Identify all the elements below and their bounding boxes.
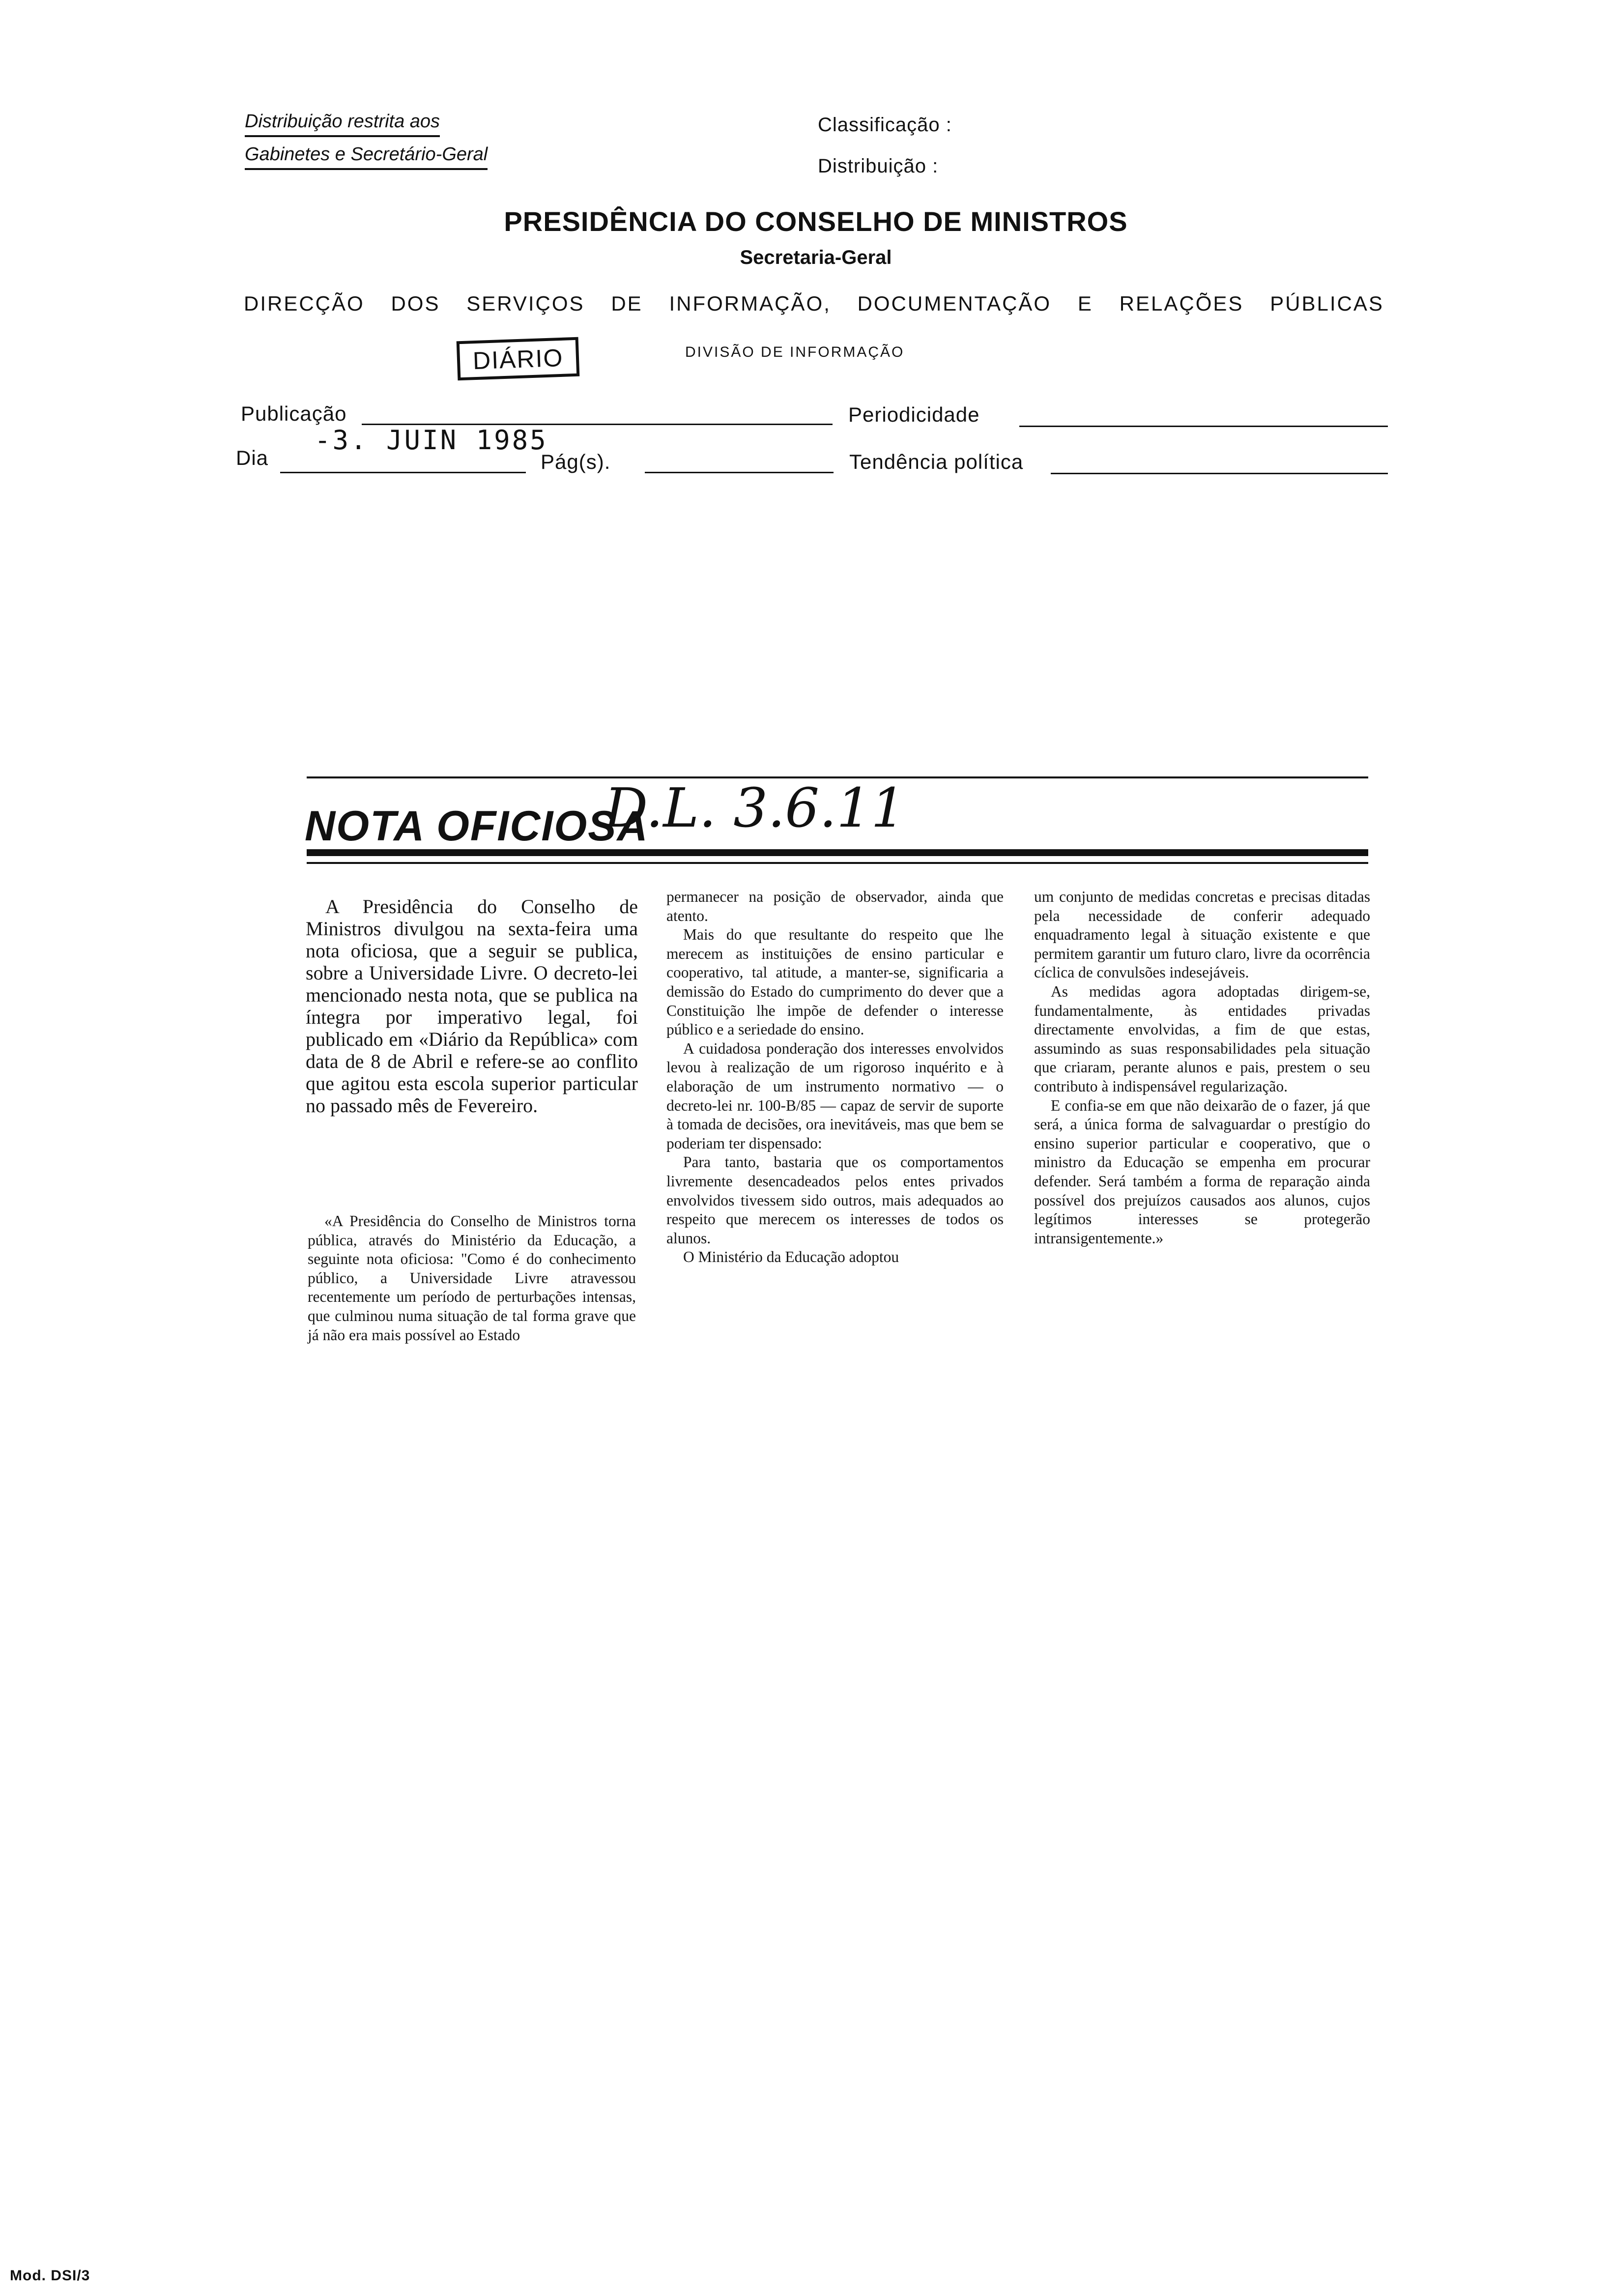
handwritten-note: D.L. 3.6.11	[604, 776, 906, 839]
pages-line	[645, 472, 834, 473]
directorate-word: PÚBLICAS	[1270, 292, 1384, 315]
directorate-word: E	[1077, 292, 1093, 315]
col2-paragraph: Mais do que resultante do respeito que lhe merecem as instituições de ensino particular e cooperativo, tal atitude, a manter-se, significaria a demissão do Estado do cumprimento do dever que a Constituição lhe impõe de defender o interesse público e a seriedade do ensino.	[666, 926, 1004, 1038]
col2-paragraph: A cuidadosa ponderação dos interesses envolvidos levou à realização de um rigoroso inquérito e à elaboração de um instrumento normativo — o decreto-lei nr. 100-B/85 — capaz de servir de suporte à tomada de decisões, ora inevitáveis, mas que bem se poderiam ter dispensado:	[666, 1039, 1004, 1152]
directorate-word: DIRECÇÃO	[244, 292, 365, 315]
publication-label: Publicação	[241, 402, 347, 425]
distribution-label: Distribuição :	[818, 155, 939, 177]
distribution-restricted-block	[245, 111, 488, 170]
article-column-3	[1034, 888, 1370, 1248]
directorate-word: SERVIÇOS	[466, 292, 585, 315]
article-title: NOTA OFICIOSA	[305, 803, 649, 850]
directorate-word: RELAÇÕES	[1119, 292, 1244, 315]
directorate-word: DOS	[391, 292, 440, 315]
political-tendency-line	[1051, 473, 1388, 474]
periodicity-label: Periodicidade	[848, 403, 980, 426]
day-label: Dia	[236, 446, 269, 469]
classification-label: Classificação :	[818, 114, 952, 136]
pages-label: Pág(s).	[541, 450, 611, 473]
division-label: DIVISÃO DE INFORMAÇÃO	[685, 344, 905, 360]
day-value: -3. JUIN 1985	[315, 425, 548, 456]
page-title: PRESIDÊNCIA DO CONSELHO DE MINISTROS	[504, 206, 1128, 237]
col3-paragraph: As medidas agora adoptadas dirigem-se, fundamentalmente, às entidades privadas directamente envolvidas, a fim de que estas, assumindo as suas responsabilidades pela situação que criaram, perante alunos e pais, prestem o seu contributo à indispensável regularização.	[1034, 982, 1370, 1095]
periodicity-line	[1019, 426, 1388, 427]
col2-paragraph: O Ministério da Educação adoptou	[683, 1248, 899, 1266]
political-tendency-label: Tendência política	[849, 450, 1024, 473]
article-bottom-rule	[307, 862, 1368, 864]
col2-paragraph: Para tanto, bastaria que os comportamentos livremente desencadeados pelos entes privados envolvidos tivessem sido outros, mais adequados ao respeito que merecem os interesses de todos os alunos.	[666, 1153, 1004, 1247]
col3-paragraph: E confia-se em que não deixarão de o fazer, já que será, a única forma de salvaguardar o prestígio do ensino superior particular e cooperativo, que o ministro da Educação se empenha em procurar defender. Será também a forma de reparação ainda possível dos prejuízos causados aos alunos, cujos legítimos interesses se protegerão intransigentemente.»	[1034, 1096, 1370, 1247]
diario-stamp: DIÁRIO	[457, 339, 579, 378]
article-thick-rule	[307, 849, 1368, 856]
directorate-word: INFORMAÇÃO,	[669, 292, 831, 315]
col2-paragraph: permanecer na posição de observador, ainda que atento.	[666, 888, 1004, 924]
day-line	[280, 472, 526, 473]
col3-paragraph: um conjunto de medidas concretas e precisas ditadas pela necessidade de conferir adequado enquadramento legal à situação existente e que permitem garantir um futuro claro, livre da ocorrência cíclica de convulsões indesejáveis.	[1034, 888, 1370, 981]
distribution-line-1: Distribuição restrita aos	[245, 111, 440, 137]
article-column-1-body: «A Presidência do Conselho de Ministros torna pública, através do Ministério da Educação, a seguinte nota oficiosa: "Como é do conhecimento público, a Universidade Livre atravessou recentemente um período de perturbações intensas, que culminou numa situação de tal forma grave que já não era mais possível ao Estado	[308, 1212, 636, 1344]
directorate-row	[244, 292, 1384, 316]
directorate-word: DOCUMENTAÇÃO	[857, 292, 1052, 315]
page-subtitle: Secretaria-Geral	[740, 247, 892, 268]
article-lead: A Presidência do Conselho de Ministros divulgou na sexta-feira uma nota oficiosa, que a seguir se publica, sobre a Universidade Livre. O decreto-lei mencionado nesta nota, que se publica na íntegra por imperativo legal, foi publicado em «Diário da República» com data de 8 de Abril e refere-se ao conflito que agitou esta escola superior particular no passado mês de Fevereiro.	[306, 895, 638, 1117]
form-model-label: Mod. DSI/3	[10, 2267, 90, 2284]
distribution-line-2: Gabinetes e Secretário-Geral	[245, 144, 488, 170]
directorate-word: DE	[611, 292, 643, 315]
article-column-2	[666, 888, 1004, 1267]
